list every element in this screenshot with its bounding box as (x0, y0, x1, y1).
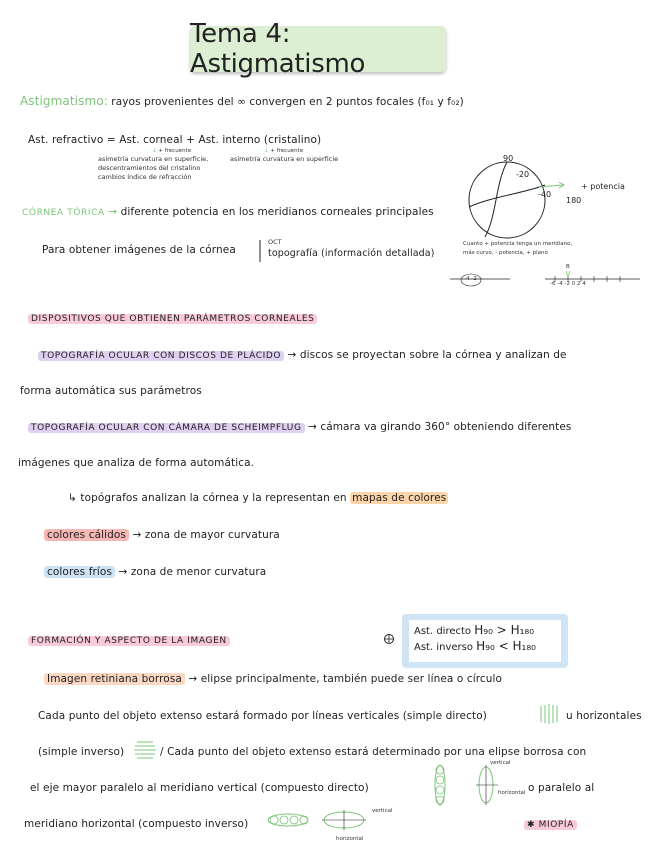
cornea-torica-text: diferente potencia en los meridianos corneales principales (120, 206, 434, 218)
refractivo-line (28, 134, 321, 146)
astig-inverso-label: Ast. inverso (414, 642, 473, 653)
dispositivos-heading: DISPOSITIVOS QUE OBTIENEN PARÁMETROS CORNEALES (28, 314, 317, 324)
frios-text: → zona de menor curvatura (118, 566, 267, 578)
page-title: Tema 4: Astigmatismo (190, 19, 366, 79)
astig-directo-line (414, 623, 534, 637)
refractivo-interno: Ast. interno (cristalino) (198, 134, 322, 146)
scheimpflug-label: TOPOGRAFÍA OCULAR CON CÁMARA DE SCHEIMPFLUG (28, 423, 305, 433)
axis-left-ticks: -4 -2 (464, 276, 477, 282)
placido-text2: forma automática sus parámetros (20, 385, 202, 397)
label-potencia: + potencia (581, 182, 625, 191)
para-line2b: / Cada punto del objeto extenso estará determinado por una elipse borrosa con (160, 746, 587, 758)
imagen-line (44, 673, 502, 685)
miopia-badge: ✱ MIOPÍA (524, 820, 577, 830)
corneal-note: descentramientos del cristalino (98, 164, 201, 172)
topografos-prefix: ↳ (68, 492, 77, 504)
astig-text: rayos provenientes del ∞ convergen en 2 puntos focales (f₀₁ y f₀₂) (111, 96, 464, 108)
obtener-opt1: OCT (268, 238, 282, 246)
horizontal-lines-icon (134, 738, 156, 762)
vertical-ellipses-icon (428, 760, 528, 810)
axis-right-ticks: -6 -4 -2 0 2 4 (550, 281, 586, 287)
caption-line: Cuanto + potencia tenga un meridiano, (463, 241, 573, 247)
calidos-label: colores cálidos (44, 529, 129, 541)
topografos-line (68, 492, 448, 504)
corneal-note: cambios índice de refracción (98, 173, 192, 181)
interno-note: asimetría curvatura en superficie (230, 155, 339, 163)
para-line2a: (simple inverso) (38, 746, 125, 758)
obtener-text: Para obtener imágenes de la córnea (42, 244, 236, 256)
cornea-torica-label: CÓRNEA TÓRICA (22, 208, 105, 218)
astig-directo-label: Ast. directo (414, 626, 472, 637)
interno-sub: ↓ + frecuente (264, 148, 304, 154)
para-line3-end: o paralelo al (528, 782, 595, 794)
vertical-label-b: vertical (372, 808, 393, 814)
astig-label: Astigmatismo: (20, 94, 108, 108)
para-line1: Cada punto del objeto extenso estará formado por líneas verticales (simple directo) (38, 710, 487, 722)
imagen-text: → elipse principalmente, también puede ser línea o círculo (188, 673, 503, 685)
corneal-sub: ↓ + frecuente (152, 148, 192, 154)
label-90: 90 (503, 154, 514, 163)
frios-line (44, 566, 266, 578)
horizontal-ellipses-icon (264, 806, 384, 842)
scheimpflug-text2: imágenes que analiza de forma automática. (18, 457, 255, 469)
refractivo-plus: + (186, 134, 195, 146)
vertical-label: vertical (490, 760, 511, 766)
refractivo-lhs: Ast. refractivo = (28, 134, 116, 146)
placido-text1: → discos se proyectan sobre la córnea y analizan de (287, 349, 567, 361)
imagen-label: Imagen retiniana borrosa (44, 673, 185, 685)
label-180: 180 (566, 196, 582, 205)
refractivo-corneal: Ast. corneal (119, 134, 183, 146)
cornea-torica-arrow: → (108, 206, 118, 218)
calidos-line (44, 529, 280, 541)
horizontal-label-a: horizontal (498, 790, 526, 796)
formacion-heading: FORMACIÓN Y ASPECTO DE LA IMAGEN (28, 636, 230, 646)
cornea-diagram (455, 155, 645, 295)
topografos-text: topógrafos analizan la córnea y la representan en (80, 492, 347, 504)
brace (258, 238, 264, 264)
astig-directo-formula: H₉₀ > H₁₈₀ (474, 623, 535, 637)
placido-line (38, 349, 567, 361)
axis-right-b: B (566, 264, 570, 270)
scheimpflug-line (28, 421, 571, 433)
title-box (190, 19, 446, 79)
placido-label: TOPOGRAFÍA OCULAR CON DISCOS DE PLÁCIDO (38, 351, 284, 361)
label-m20: -20 (516, 170, 530, 179)
cornea-torica-line (22, 206, 434, 218)
para-line4: meridiano horizontal (compuesto inverso) (24, 818, 249, 830)
label-m40: -40 (538, 190, 552, 199)
obtener-opt2: topografía (información detallada) (268, 248, 435, 259)
para-line1-end: u horizontales (566, 710, 642, 722)
frios-label: colores fríos (44, 566, 115, 578)
astig-inverso-line (414, 639, 536, 653)
caption-line: más curvo, - potencia, + plano (463, 250, 548, 256)
corneal-note: asimetría curvatura en superficie, (98, 155, 209, 163)
star-icon (383, 633, 395, 645)
astig-line (20, 94, 464, 108)
corneal-notes (98, 155, 208, 182)
topografos-hl: mapas de colores (352, 492, 447, 504)
diagram-caption (463, 240, 572, 258)
horizontal-label-b: horizontal (336, 836, 364, 842)
scheimpflug-text1: → cámara va girando 360° obteniendo diferentes (307, 421, 572, 433)
calidos-text: → zona de mayor curvatura (132, 529, 280, 541)
vertical-lines-icon (538, 704, 562, 724)
para-line3: el eje mayor paralelo al meridiano vertical (compuesto directo) (30, 782, 369, 794)
astig-inverso-formula: H₉₀ < H₁₈₀ (476, 639, 536, 653)
